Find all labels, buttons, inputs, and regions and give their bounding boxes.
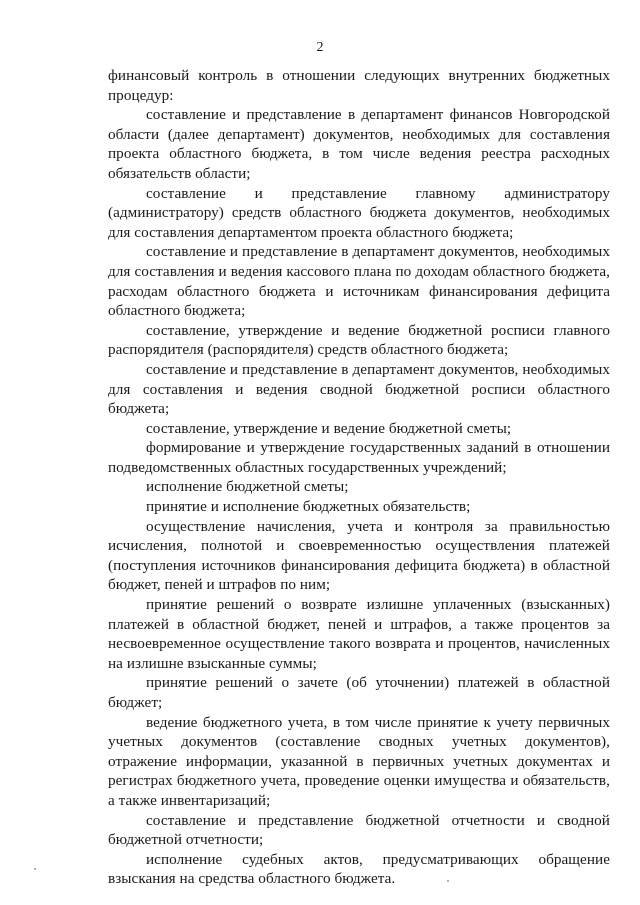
list-item-procedure: принятие и исполнение бюджетных обязательств;: [146, 498, 471, 516]
paragraph-intro: финансовый контроль в отношении следующих внутренних бюджетных процедур:: [108, 67, 610, 104]
document-body: [108, 66, 610, 889]
list-item-procedure: ведение бюджетного учета, в том числе принятие к учету первичных учетных документов (составление сводных учетных документов), отражение информации, указанной в первичных учетных документах и регистрах бюджетного учета, проведение оценки имущества и обязательств, а также инвентаризаций;: [108, 713, 610, 809]
list-item-procedure: исполнение бюджетной сметы;: [146, 478, 349, 496]
list-item-procedure: исполнение судебных актов, предусматривающих обращение взыскания на средства областного бюджета.: [108, 850, 610, 888]
list-item-procedure: составление и представление в департамент финансов Новгородской области (далее департамент) документов, необходимых для составления проекта областного бюджета, в том числе ведения реестра расходных обязательств области;: [108, 106, 610, 182]
list-item-procedure: формирование и утверждение государственных заданий в отношении подведомственных областных государственных учреждений;: [108, 439, 610, 476]
list-item-procedure: составление и представление в департамент документов, необходимых для составления и ведения кассового плана по доходам областного бюджета, расходам областного бюджета и источникам финансирования дефицита областного бюджета;: [108, 243, 610, 320]
scan-speck: [34, 868, 36, 870]
page-number: 2: [316, 40, 324, 55]
list-item-procedure: составление и представление в департамент документов, необходимых для составления и ведения сводной бюджетной росписи областного бюджета;: [108, 360, 610, 418]
list-item-procedure: составление, утверждение и ведение бюджетной сметы;: [146, 419, 512, 437]
list-item-procedure: составление и представление бюджетной отчетности и сводной бюджетной отчетности;: [108, 811, 610, 849]
list-item-procedure: составление, утверждение и ведение бюджетной росписи главного распорядителя (распорядителя) средств областного бюджета;: [108, 321, 610, 359]
list-item-procedure: составление и представление главному администратору (администратору) средств областного бюджета документов, необходимых для составления департаментом проекта областного бюджета;: [108, 184, 610, 241]
list-item-procedure: осуществление начисления, учета и контроля за правильностью исчисления, полнотой и своевременностью осуществления платежей (поступления источников финансирования дефицита бюджета) в областной бюджет, пеней и штрафов по ним;: [108, 517, 610, 594]
list-item-procedure: принятие решений о возврате излишне уплаченных (взысканных) платежей в областной бюджет, пеней и штрафов, а также процентов за несвоевременное осуществление такого возврата и процентов, начисленных на излишне взысканные суммы;: [108, 596, 610, 672]
scan-speck: [447, 880, 449, 882]
list-item-procedure: принятие решений о зачете (об уточнении) платежей в областной бюджет;: [108, 674, 610, 711]
